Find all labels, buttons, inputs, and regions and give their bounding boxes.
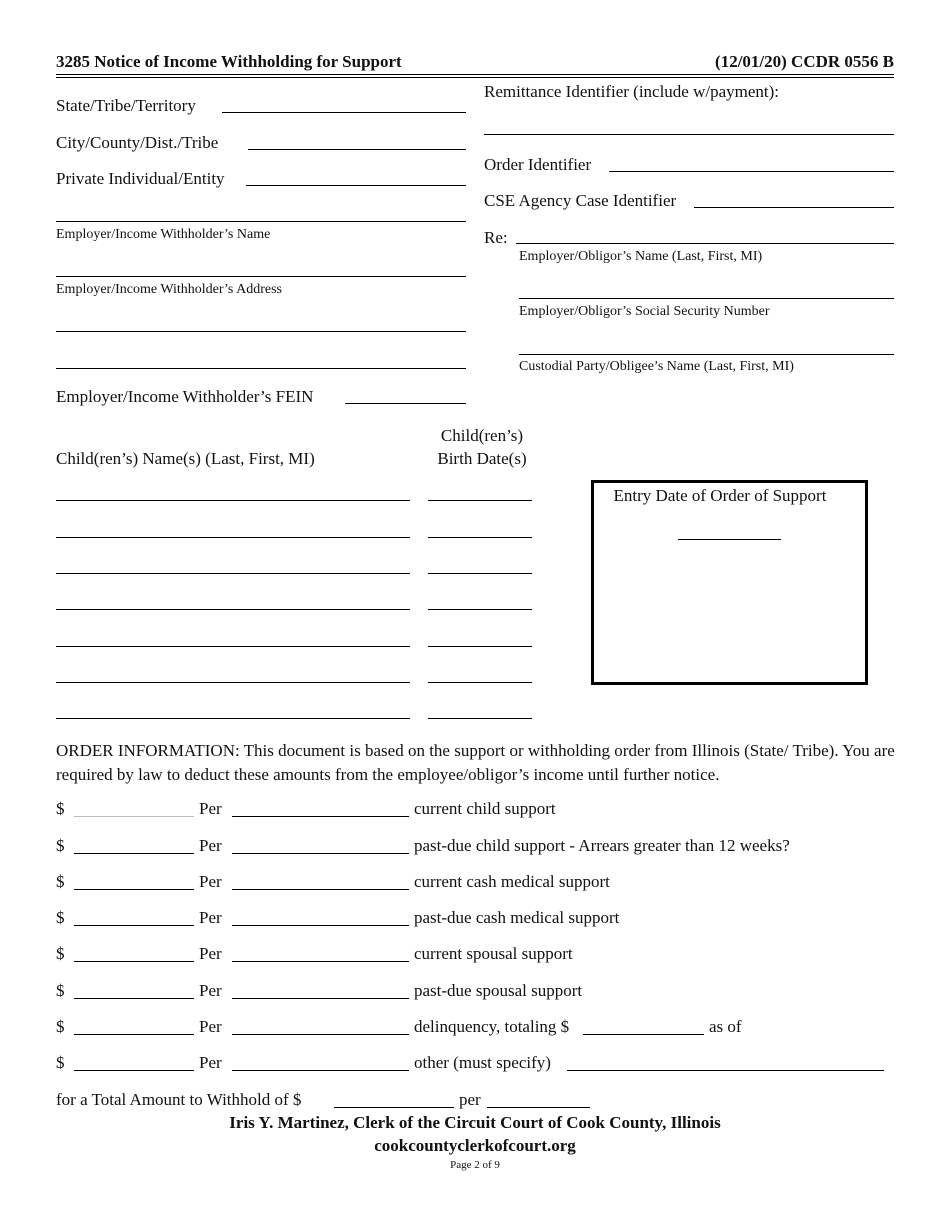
cse-case-identifier-field[interactable] xyxy=(694,207,894,208)
currency-symbol: $ xyxy=(56,944,65,963)
private-individual-label: Private Individual/Entity xyxy=(56,169,225,188)
birth-date-header-line1: Child(ren’s) xyxy=(440,426,524,445)
amount-field[interactable] xyxy=(74,961,194,962)
child-birth-date-field[interactable] xyxy=(428,609,532,610)
remittance-identifier-field[interactable] xyxy=(484,134,894,135)
amount-field[interactable] xyxy=(74,998,194,999)
child-birth-date-field[interactable] xyxy=(428,646,532,647)
remittance-identifier-label: Remittance Identifier (include w/payment): xyxy=(484,82,780,101)
obligee-name-caption: Custodial Party/Obligee’s Name (Last, First, MI) xyxy=(519,359,794,374)
child-birth-date-field[interactable] xyxy=(428,537,532,538)
child-name-field[interactable] xyxy=(56,500,410,501)
per-label: Per xyxy=(199,981,222,1000)
amount-field[interactable] xyxy=(74,1034,194,1035)
support-type-label: current cash medical support xyxy=(414,872,610,891)
per-label: Per xyxy=(199,799,222,818)
support-type-label: past-due cash medical support xyxy=(414,908,620,927)
period-field[interactable] xyxy=(232,998,409,999)
child-birth-date-field[interactable] xyxy=(428,718,532,719)
child-name-field[interactable] xyxy=(56,537,410,538)
currency-symbol: $ xyxy=(56,836,65,855)
currency-symbol: $ xyxy=(56,799,65,818)
period-field[interactable] xyxy=(232,889,409,890)
period-field[interactable] xyxy=(232,961,409,962)
city-county-field[interactable] xyxy=(248,149,466,150)
amount-field[interactable] xyxy=(74,1070,194,1071)
child-birth-date-field[interactable] xyxy=(428,573,532,574)
support-type-label: past-due child support - Arrears greater than 12 weeks? xyxy=(414,836,790,855)
employer-address-field-1[interactable] xyxy=(56,276,466,277)
state-tribe-territory-field[interactable] xyxy=(222,112,466,113)
per-label: Per xyxy=(199,944,222,963)
fein-field[interactable] xyxy=(345,403,466,404)
currency-symbol: $ xyxy=(56,1017,65,1036)
period-field[interactable] xyxy=(232,1034,409,1035)
employer-name-caption: Employer/Income Withholder’s Name xyxy=(56,227,271,242)
as-of-label: as of xyxy=(709,1017,742,1036)
employer-address-field-3[interactable] xyxy=(56,368,466,369)
obligee-name-field[interactable] xyxy=(519,354,894,355)
per-label: Per xyxy=(199,836,222,855)
currency-symbol: $ xyxy=(56,981,65,1000)
child-name-field[interactable] xyxy=(56,609,410,610)
child-name-field[interactable] xyxy=(56,682,410,683)
child-name-field[interactable] xyxy=(56,573,410,574)
period-field[interactable] xyxy=(232,925,409,926)
total-amount-field[interactable] xyxy=(334,1107,454,1108)
re-label: Re: xyxy=(484,228,508,247)
total-amount-label: for a Total Amount to Withhold of $ xyxy=(56,1090,302,1109)
child-birth-date-field[interactable] xyxy=(428,682,532,683)
entry-date-field[interactable] xyxy=(678,539,781,540)
header-rule xyxy=(56,74,894,75)
delinquency-total-field[interactable] xyxy=(583,1034,704,1035)
currency-symbol: $ xyxy=(56,1053,65,1072)
city-county-label: City/County/Dist./Tribe xyxy=(56,133,219,152)
per-label: Per xyxy=(199,1053,222,1072)
order-identifier-label: Order Identifier xyxy=(484,155,592,174)
support-type-label: past-due spousal support xyxy=(414,981,583,1000)
clerk-website: cookcountyclerkofcourt.org xyxy=(374,1136,576,1155)
child-name-field[interactable] xyxy=(56,646,410,647)
private-individual-field[interactable] xyxy=(246,185,466,186)
currency-symbol: $ xyxy=(56,872,65,891)
child-name-field[interactable] xyxy=(56,718,410,719)
children-name-header: Child(ren’s) Name(s) (Last, First, MI) xyxy=(56,449,315,468)
state-tribe-territory-label: State/Tribe/Territory xyxy=(56,96,196,115)
amount-field[interactable] xyxy=(74,889,194,890)
obligor-ssn-caption: Employer/Obligor’s Social Security Number xyxy=(519,304,770,319)
child-birth-date-field[interactable] xyxy=(428,500,532,501)
per-label: Per xyxy=(199,1017,222,1036)
support-type-label: current spousal support xyxy=(414,944,573,963)
form-code: (12/01/20) CCDR 0556 B xyxy=(715,52,894,71)
fein-label: Employer/Income Withholder’s FEIN xyxy=(56,387,314,406)
amount-field[interactable] xyxy=(74,816,194,817)
obligor-ssn-field[interactable] xyxy=(519,298,894,299)
cse-case-identifier-label: CSE Agency Case Identifier xyxy=(484,191,677,210)
period-field[interactable] xyxy=(232,853,409,854)
per-label: Per xyxy=(199,872,222,891)
period-field[interactable] xyxy=(232,1070,409,1071)
entry-date-label: Entry Date of Order of Support xyxy=(613,486,827,505)
header-rule-double xyxy=(56,77,894,78)
entry-date-box xyxy=(591,480,868,685)
employer-name-field[interactable] xyxy=(56,221,466,222)
other-specify-field[interactable] xyxy=(567,1070,884,1071)
birth-date-header-line2: Birth Date(s) xyxy=(437,449,527,468)
employer-address-field-2[interactable] xyxy=(56,331,466,332)
support-type-label: other (must specify) xyxy=(414,1053,551,1072)
currency-symbol: $ xyxy=(56,908,65,927)
amount-field[interactable] xyxy=(74,925,194,926)
amount-field[interactable] xyxy=(74,853,194,854)
total-per-label: per xyxy=(459,1090,481,1109)
per-label: Per xyxy=(199,908,222,927)
order-identifier-field[interactable] xyxy=(609,171,894,172)
employer-address-caption: Employer/Income Withholder’s Address xyxy=(56,282,282,297)
period-field[interactable] xyxy=(232,816,409,817)
order-information-paragraph: ORDER INFORMATION: This document is based on the support or withholding order from Illinois (State/ Tribe). You are required by law to deduct these amounts from the employee/obligor’s income until further notice. xyxy=(56,741,895,784)
form-title: 3285 Notice of Income Withholding for Support xyxy=(56,52,402,71)
page-number: Page 2 of 9 xyxy=(450,1159,500,1171)
obligor-name-field[interactable] xyxy=(516,243,894,244)
total-period-field[interactable] xyxy=(487,1107,590,1108)
support-type-label: current child support xyxy=(414,799,556,818)
support-type-label: delinquency, totaling $ xyxy=(414,1017,570,1036)
clerk-name: Iris Y. Martinez, Clerk of the Circuit Court of Cook County, Illinois xyxy=(229,1113,721,1132)
obligor-name-caption: Employer/Obligor’s Name (Last, First, MI) xyxy=(519,249,763,264)
